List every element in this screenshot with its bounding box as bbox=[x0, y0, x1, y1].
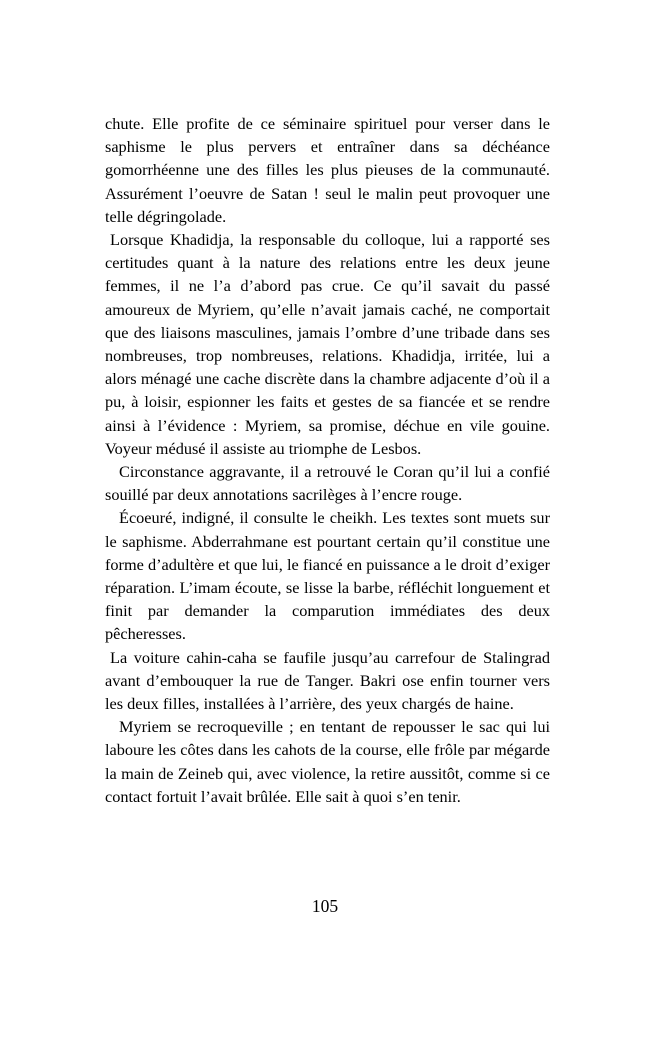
page-number: 105 bbox=[311, 896, 339, 916]
paragraph: Circonstance aggravante, il a retrouvé le Coran qu’il lui a confié souillé par deux annotations sacrilèges à l’encre rouge. bbox=[105, 462, 550, 505]
paragraph: Écoeuré, indigné, il consulte le cheikh. Les textes sont muets sur le saphisme. Abderrahmane est pourtant certain qu’il constitue une forme d’adultère et que lui, le fiancé en puissance a le droit d’exiger réparation. L’imam écoute, se lisse la barbe, réfléchit longuement et finit par demander la comparution immédiates des deux pêcheresses. bbox=[105, 508, 550, 644]
paragraph: Lorsque Khadidja, la responsable du colloque, lui a rapporté ses certitudes quant à la nature des relations entre les deux jeune femmes, il ne l’a d’abord pas crue. Ce qu’il savait du passé amoureux de Myriem, qu’elle n’avait jamais caché, ne comportait que des liaisons masculines, jamais l’ombre d’une tribade dans ses nombreuses, trop nombreuses, relations. Khadidja, irritée, lui a alors ménagé une cache discrète dans la chambre adjacente d’où il a pu, à loisir, espionner les faits et gestes de sa fiancée et se rendre ainsi à l’évidence : Myriem, sa promise, déchue en vile gouine. Voyeur médusé il assiste au triomphe de Lesbos. bbox=[105, 230, 550, 458]
body-text bbox=[105, 112, 550, 808]
paragraph: chute. Elle profite de ce séminaire spirituel pour verser dans le saphisme le plus pervers et entraîner dans sa déchéance gomorrhéenne une des filles les plus pieuses de la communauté. Assurément l’oeuvre de Satan ! seul le malin peut provoquer une telle dégringolade. bbox=[105, 114, 550, 226]
paragraph: Myriem se recroqueville ; en tentant de repousser le sac qui lui laboure les côtes dans les cahots de la course, elle frôle par mégarde la main de Zeineb qui, avec violence, la retire aussitôt, comme si ce contact fortuit l’avait brûlée. Elle sait à quoi s’en tenir. bbox=[105, 717, 550, 806]
paragraph: La voiture cahin-caha se faufile jusqu’au carrefour de Stalingrad avant d’embouquer la rue de Tanger. Bakri ose enfin tourner vers les deux filles, installées à l’arrière, des yeux chargés de haine. bbox=[105, 647, 550, 714]
